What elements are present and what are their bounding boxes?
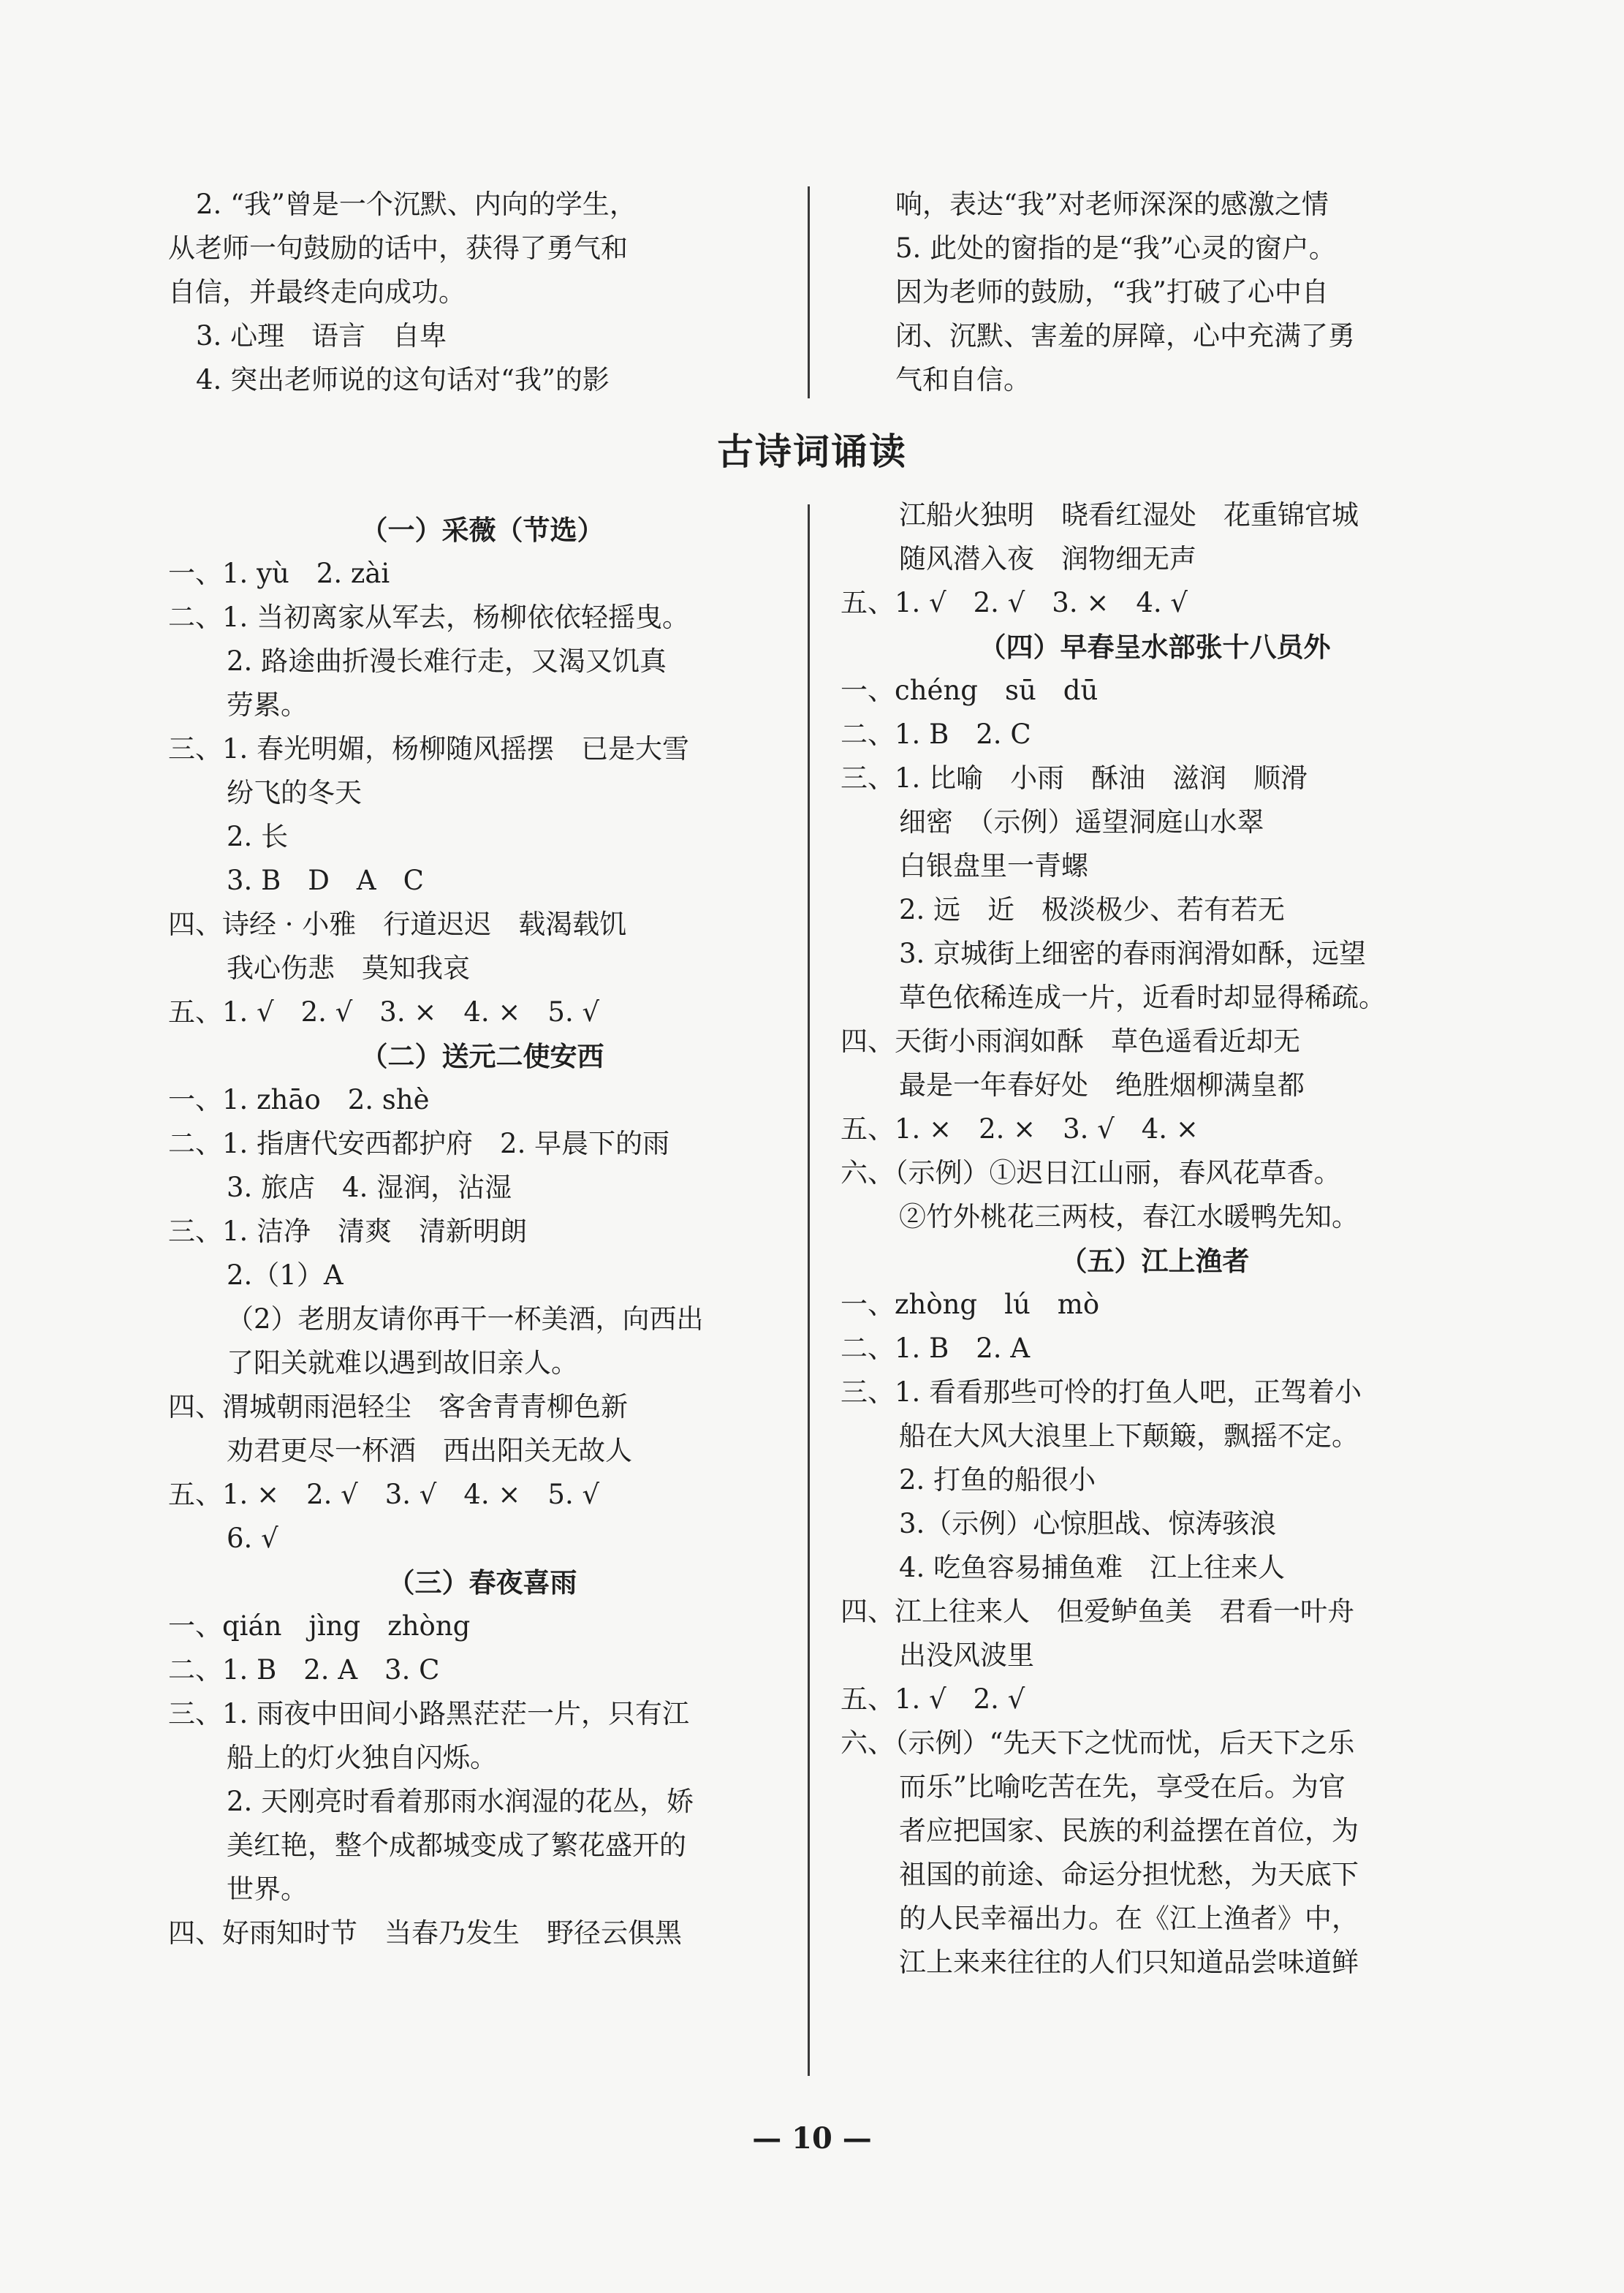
answer-continuation: 白银盘里一青螺 (899, 850, 1088, 882)
answer-line: 五、1. √ 2. √ (841, 1683, 1025, 1715)
section-heading: （二）送元二使安西 (360, 1040, 604, 1072)
answer-line: 四、诗经 · 小雅 行道迟迟 载渴载饥 (168, 909, 627, 940)
answer-line: 2. 长 (227, 821, 289, 852)
answer-line: 一、1. yù 2. zài (168, 558, 390, 589)
answer-continuation: 我心伤悲 莫知我哀 (227, 952, 470, 984)
answer-line: 二、1. B 2. C (841, 719, 1031, 750)
section-heading: （一）采薇（节选） (360, 514, 604, 546)
answer-line: 二、1. B 2. A 3. C (168, 1654, 440, 1686)
answer-continuation: 美红艳，整个成都城变成了繁花盛开的 (227, 1830, 686, 1861)
answer-line: 2. 天刚亮时看着那雨水润湿的花丛，娇 (227, 1786, 694, 1817)
answer-line: 三、1. 洁净 清爽 清新明朗 (168, 1216, 528, 1247)
page-number: — 10 — (752, 2121, 872, 2156)
section-heading: （五）江上渔者 (1060, 1245, 1250, 1277)
section-heading: （四）早春呈水部张十八员外 (979, 631, 1331, 663)
top-left-line: 从老师一句鼓励的话中，获得了勇气和 (168, 232, 628, 264)
top-right-line: 气和自信。 (895, 364, 1031, 395)
answer-continuation: 了阳关就难以遇到故旧亲人。 (227, 1347, 578, 1379)
left-answer-column (168, 508, 797, 1955)
answer-continuation: 祖国的前途、命运分担忧愁，为天底下 (899, 1859, 1359, 1890)
top-right-line: 响，表达“我”对老师深深的感激之情 (895, 189, 1329, 220)
answer-continuation: ②竹外桃花三两枝，春江水暖鸭先知。 (899, 1201, 1359, 1232)
answer-line: 一、qián jìng zhòng (168, 1610, 471, 1642)
answer-line: 四、好雨知时节 当春乃发生 野径云俱黑 (168, 1917, 682, 1949)
top-right-line: 因为老师的鼓励，“我”打破了心中自 (895, 276, 1329, 308)
answer-continuation: 船上的灯火独自闪烁。 (227, 1742, 497, 1773)
answer-line: 一、1. zhāo 2. shè (168, 1084, 430, 1115)
answer-continuation: 江船火独明 晓看红湿处 花重锦官城 (899, 499, 1359, 531)
answer-line: 2. 打鱼的船很小 (899, 1464, 1096, 1496)
answer-line: 五、1. √ 2. √ 3. × 4. × 5. √ (168, 996, 600, 1028)
answer-line: 3. B D A C (227, 865, 424, 896)
answer-line: 四、渭城朝雨浥轻尘 客舍青青柳色新 (168, 1391, 628, 1422)
right-answer-column (841, 493, 1469, 1985)
answer-continuation: 草色依稀连成一片，近看时却显得稀疏。 (899, 982, 1386, 1013)
answer-continuation: 出没风波里 (899, 1640, 1034, 1671)
top-right-line: 5. 此处的窗指的是“我”心灵的窗户。 (895, 232, 1336, 264)
top-left-column (168, 183, 782, 402)
top-column-divider (808, 186, 810, 398)
top-left-line: 3. 心理 语言 自卑 (196, 320, 447, 352)
answer-continuation: 劝君更尽一杯酒 西出阳关无故人 (227, 1435, 632, 1466)
section-heading: （三）春夜喜雨 (387, 1566, 577, 1599)
top-left-line: 4. 突出老师说的这句话对“我”的影 (196, 364, 610, 395)
answer-continuation: 世界。 (227, 1873, 308, 1905)
answer-line: 2.（1）A (227, 1259, 344, 1291)
answer-continuation: 江上来来往往的人们只知道品尝味道鲜 (899, 1947, 1359, 1978)
answer-line: 一、zhòng lú mò (841, 1289, 1100, 1320)
answer-line: 6. √ (227, 1523, 278, 1554)
answer-line: （2）老朋友请你再干一杯美酒，向西出 (227, 1303, 704, 1335)
answer-line: 五、1. × 2. × 3. √ 4. × (841, 1113, 1199, 1145)
answer-line: 四、江上往来人 但爱鲈鱼美 君看一叶舟 (841, 1596, 1354, 1627)
answer-line: 2. 远 近 极淡极少、若有若无 (899, 894, 1286, 925)
answer-continuation: 的人民幸福出力。在《江上渔者》中， (899, 1903, 1359, 1934)
answer-line: 3. 旅店 4. 湿润，沾湿 (227, 1172, 512, 1203)
answer-line: 4. 吃鱼容易捕鱼难 江上往来人 (899, 1552, 1286, 1583)
main-column-divider (808, 504, 810, 2076)
answer-line: 二、1. 指唐代安西都护府 2. 早晨下的雨 (168, 1128, 670, 1159)
answer-line: 六、（示例）①迟日江山丽，春风花草香。 (841, 1157, 1341, 1189)
answer-line: 三、1. 春光明媚，杨柳随风摇摆 已是大雪 (168, 733, 690, 765)
top-left-line: 2. “我”曾是一个沉默、内向的学生， (196, 189, 637, 220)
top-left-line: 自信，并最终走向成功。 (168, 276, 466, 308)
answer-continuation: 者应把国家、民族的利益摆在首位，为 (899, 1815, 1359, 1846)
answer-line: 三、1. 看看那些可怜的打鱼人吧，正驾着小 (841, 1376, 1362, 1408)
answer-line: 六、（示例）“先天下之忧而忧，后天下之乐 (841, 1727, 1355, 1759)
answer-line: 二、1. 当初离家从军去，杨柳依依轻摇曳。 (168, 602, 690, 633)
answer-line: 一、chéng sū dū (841, 675, 1099, 706)
answer-continuation: 随风潜入夜 润物细无声 (899, 543, 1196, 575)
answer-line: 五、1. √ 2. √ 3. × 4. √ (841, 587, 1188, 618)
answer-continuation: 纷飞的冬天 (227, 777, 362, 808)
top-right-column (895, 183, 1480, 402)
top-right-line: 闭、沉默、害羞的屏障，心中充满了勇 (895, 320, 1355, 352)
answer-continuation: 而乐”比喻吃苦在先，享受在后。为官 (899, 1771, 1346, 1803)
answer-continuation: 细密 （示例）遥望洞庭山水翠 (899, 806, 1264, 838)
answer-line: 三、1. 比喻 小雨 酥油 滋润 顺滑 (841, 762, 1308, 794)
answer-line: 3.（示例）心惊胆战、惊涛骇浪 (899, 1508, 1277, 1539)
answer-continuation: 船在大风大浪里上下颠簸，飘摇不定。 (899, 1420, 1359, 1452)
page-title: 古诗词诵读 (717, 430, 907, 473)
answer-continuation: 最是一年春好处 绝胜烟柳满皇都 (899, 1069, 1305, 1101)
answer-line: 2. 路途曲折漫长难行走，又渴又饥真 (227, 645, 667, 677)
answer-continuation: 劳累。 (227, 689, 308, 721)
answer-line: 二、1. B 2. A (841, 1333, 1031, 1364)
answer-line: 3. 京城街上细密的春雨润滑如酥，远望 (899, 938, 1367, 969)
answer-line: 四、天街小雨润如酥 草色遥看近却无 (841, 1026, 1300, 1057)
answer-line: 三、1. 雨夜中田间小路黑茫茫一片，只有江 (168, 1698, 690, 1729)
answer-line: 五、1. × 2. √ 3. √ 4. × 5. √ (168, 1479, 600, 1510)
